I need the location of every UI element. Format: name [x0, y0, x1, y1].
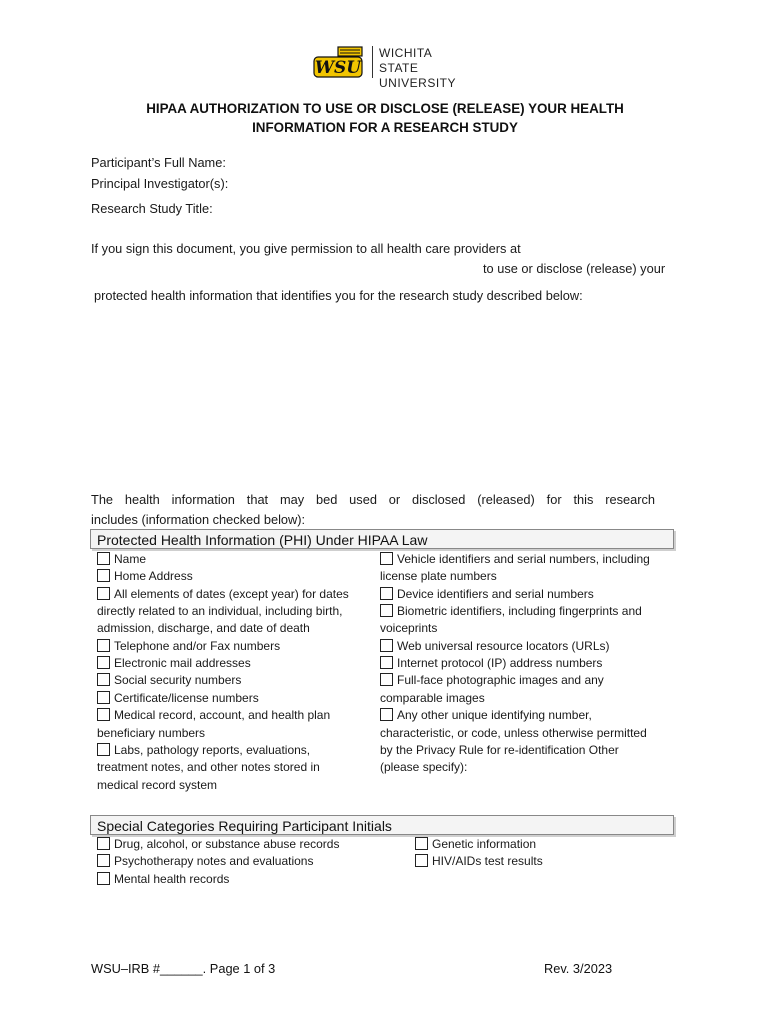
ssn-checkbox[interactable]: [97, 673, 110, 686]
other-label-4: (please specify):: [380, 760, 468, 774]
ip-checkbox[interactable]: [380, 656, 393, 669]
certificate-checkbox[interactable]: [97, 691, 110, 704]
phi-item-other[interactable]: [380, 707, 592, 724]
phi-item-device[interactable]: [380, 586, 594, 603]
phi-item-ip[interactable]: [380, 655, 602, 672]
psychotherapy-label: Psychotherapy notes and evaluations: [114, 854, 314, 868]
device-label: Device identifiers and serial numbers: [397, 587, 594, 601]
dates-label-1: All elements of dates (except year) for dates: [114, 587, 349, 601]
other-label-3: by the Privacy Rule for re-identification Other: [380, 743, 619, 757]
permission-line3: protected health information that identifies you for the research study described below:: [94, 288, 583, 303]
hiv-label: HIV/AIDs test results: [432, 854, 543, 868]
mental-health-checkbox[interactable]: [97, 872, 110, 885]
permission-line1: If you sign this document, you give permission to all health care providers at: [91, 241, 521, 256]
phi-item-email[interactable]: [97, 655, 251, 672]
phi-item-dates[interactable]: [97, 586, 349, 603]
biometric-label-1: Biometric identifiers, including fingerprints and: [397, 604, 642, 618]
dates-checkbox[interactable]: [97, 587, 110, 600]
drug-checkbox[interactable]: [97, 837, 110, 850]
email-checkbox[interactable]: [97, 656, 110, 669]
phi-item-telephone[interactable]: [97, 638, 280, 655]
urls-checkbox[interactable]: [380, 639, 393, 652]
wsu-shocker-logo-icon: [312, 45, 366, 81]
permission-line2: to use or disclose (release) your: [483, 261, 666, 276]
special-item-psychotherapy[interactable]: [97, 853, 313, 870]
phi-item-vehicle[interactable]: [380, 551, 650, 568]
phi-item-name[interactable]: [97, 551, 146, 568]
drug-label: Drug, alcohol, or substance abuse records: [114, 837, 340, 851]
device-checkbox[interactable]: [380, 587, 393, 600]
university-logo: [312, 43, 472, 90]
special-left-column: [97, 836, 387, 896]
vehicle-label-1: Vehicle identifiers and serial numbers, including: [397, 552, 650, 566]
logo-line2: UNIVERSITY: [379, 76, 457, 90]
logo-divider: [372, 46, 373, 78]
phi-item-photo[interactable]: [380, 672, 604, 689]
intro-line2: includes (information checked below):: [91, 512, 306, 527]
phi-item-certificate[interactable]: [97, 690, 259, 707]
medical-label-2: beneficiary numbers: [97, 726, 206, 740]
participant-name-label: Participant’s Full Name:: [91, 155, 226, 170]
certificate-label: Certificate/license numbers: [114, 691, 259, 705]
labs-label-1: Labs, pathology reports, evaluations,: [114, 743, 311, 757]
medical-record-checkbox[interactable]: [97, 708, 110, 721]
dates-label-2: directly related to an individual, including birth,: [97, 604, 343, 618]
special-item-genetic[interactable]: [415, 836, 536, 853]
special-right-column: [415, 836, 665, 876]
photo-checkbox[interactable]: [380, 673, 393, 686]
phi-item-labs[interactable]: [97, 742, 310, 759]
labs-label-3: medical record system: [97, 778, 218, 792]
mental-health-label: Mental health records: [114, 872, 230, 886]
email-label: Electronic mail addresses: [114, 656, 251, 670]
name-checkbox[interactable]: [97, 552, 110, 565]
phi-left-column: [97, 551, 377, 801]
medical-label-1: Medical record, account, and health plan: [114, 708, 331, 722]
ip-label: Internet protocol (IP) address numbers: [397, 656, 603, 670]
home-address-label: Home Address: [114, 569, 193, 583]
phi-item-biometric[interactable]: [380, 603, 642, 620]
document-title: [60, 99, 710, 137]
logo-wordmark: [379, 46, 472, 91]
labs-checkbox[interactable]: [97, 743, 110, 756]
title-line2: INFORMATION FOR A RESEARCH STUDY: [252, 120, 518, 135]
home-address-checkbox[interactable]: [97, 569, 110, 582]
ssn-label: Social security numbers: [114, 673, 242, 687]
hiv-checkbox[interactable]: [415, 854, 428, 867]
special-item-drug[interactable]: [97, 836, 339, 853]
labs-label-2: treatment notes, and other notes stored in: [97, 760, 320, 774]
phi-item-medical-record[interactable]: [97, 707, 330, 724]
study-title-label: Research Study Title:: [91, 201, 213, 216]
special-item-mental-health[interactable]: [97, 871, 229, 888]
telephone-label: Telephone and/or Fax numbers: [114, 639, 281, 653]
vehicle-checkbox[interactable]: [380, 552, 393, 565]
principal-investigator-label: Principal Investigator(s):: [91, 176, 229, 191]
other-checkbox[interactable]: [380, 708, 393, 721]
vehicle-label-2: license plate numbers: [380, 569, 497, 583]
phi-right-column: [380, 551, 680, 781]
telephone-checkbox[interactable]: [97, 639, 110, 652]
photo-label-1: Full-face photographic images and any: [397, 673, 604, 687]
special-section-heading: Special Categories Requiring Participant Initials: [90, 815, 674, 835]
other-label-1: Any other unique identifying number,: [397, 708, 592, 722]
special-item-hiv[interactable]: [415, 853, 543, 870]
name-label: Name: [114, 552, 147, 566]
phi-item-home-address[interactable]: [97, 568, 193, 585]
logo-mark-text: WSU: [314, 58, 362, 78]
intro-line1: The health information that may bed used or disclosed (released) for this research: [91, 492, 655, 507]
psychotherapy-checkbox[interactable]: [97, 854, 110, 867]
dates-label-3: admission, discharge, and date of death: [97, 621, 310, 635]
genetic-checkbox[interactable]: [415, 837, 428, 850]
biometric-checkbox[interactable]: [380, 604, 393, 617]
phi-item-urls[interactable]: [380, 638, 610, 655]
genetic-label: Genetic information: [432, 837, 537, 851]
logo-line1: WICHITA STATE: [379, 46, 432, 75]
title-line1: HIPAA AUTHORIZATION TO USE OR DISCLOSE (RELEASE) YOUR HEALTH: [146, 101, 624, 116]
footer-irb-page: WSU–IRB #______. Page 1 of 3: [91, 961, 276, 976]
footer-revision: Rev. 3/2023: [544, 961, 613, 976]
phi-item-ssn[interactable]: [97, 672, 241, 689]
photo-label-2: comparable images: [380, 691, 485, 705]
other-label-2: characteristic, or code, unless otherwise permitted: [380, 726, 647, 740]
phi-section-heading: Protected Health Information (PHI) Under HIPAA Law: [90, 529, 674, 549]
urls-label: Web universal resource locators (URLs): [397, 639, 610, 653]
biometric-label-2: voiceprints: [380, 621, 438, 635]
